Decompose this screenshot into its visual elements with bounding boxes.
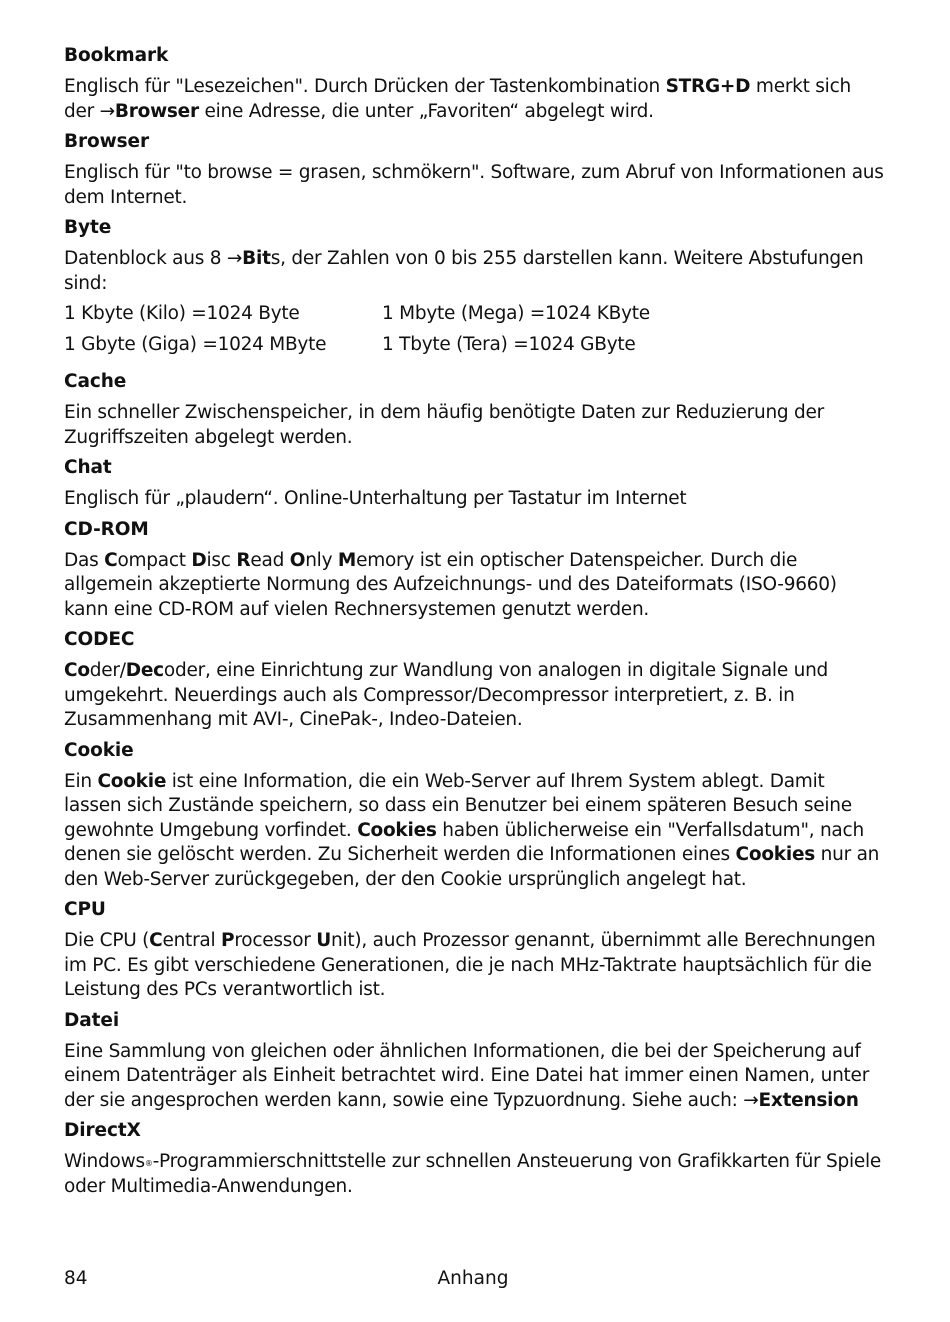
term-cookie: Cookie xyxy=(64,739,134,761)
arrow-right-icon: → xyxy=(743,1089,759,1111)
term-codec: CODEC xyxy=(64,629,135,650)
units-row xyxy=(64,302,886,333)
chapter-title: Anhang xyxy=(437,1268,509,1289)
unit-cell: 1 Kbyte (Kilo) =1024 Byte xyxy=(64,303,300,324)
glossary xyxy=(64,44,886,1205)
desc-browser: Englisch für "to browse = grasen, schmökern". Software, zum Abruf von Informationen aus dem Internet. xyxy=(64,162,884,208)
desc-byte: Datenblock aus 8 →Bits, der Zahlen von 0 bis 255 darstellen kann. Weitere Abstufungen sind: xyxy=(64,248,864,294)
term-datei: Datei xyxy=(64,1009,120,1031)
arrow-right-icon: → xyxy=(99,100,115,122)
term-byte: Byte xyxy=(64,217,112,238)
term-cpu: CPU xyxy=(64,899,106,920)
desc-cookie: Ein Cookie ist eine Information, die ein Web-Server auf Ihrem System ablegt. Damit lassen sich Zustände speichern, so dass ein Benutzer bei einem späteren Besuch seine gewohnte Umgebung vorfindet. Cookies haben üblicherweise ein "Verfallsdatum", nach denen sie gelöscht werden. Zu Sicherheit werden die Informationen eines Cookies nur an den Web-Server zurückgegeben, der den Cookie ursprünglich angelegt hat. xyxy=(64,770,880,890)
desc-bookmark: Englisch für "Lesezeichen". Durch Drücken der Tastenkombination STRG+D merkt sich der →Browser eine Adresse, die unter „Favoriten“ abgelegt wird. xyxy=(64,76,851,122)
page-number: 84 xyxy=(64,1268,88,1289)
desc-datei: Eine Sammlung von gleichen oder ähnlichen Informationen, die bei der Speicherung auf einem Datenträger als Einheit betrachtet wird. Eine Datei hat immer einen Namen, unter der sie angesprochen werden kann, sowie eine Typzuordnung. Siehe auch: →Extension xyxy=(64,1040,870,1111)
unit-cell: 1 Tbyte (Tera) =1024 GByte xyxy=(382,334,636,355)
term-cache: Cache xyxy=(64,371,127,392)
desc-chat: Englisch für „plaudern“. Online-Unterhaltung per Tastatur im Internet xyxy=(64,488,687,509)
desc-cache: Ein schneller Zwischenspeicher, in dem häufig benötigte Daten zur Reduzierung der Zugriffszeiten abgelegt werden. xyxy=(64,402,825,448)
desc-cpu: Die CPU (Central Processor Unit), auch Prozessor genannt, übernimmt alle Berechnungen im PC. Es gibt verschiedene Generationen, die je nach MHz-Taktrate hauptsächlich für die Leistung des PCs verantwortlich ist. xyxy=(64,930,876,1000)
byte-units-table xyxy=(64,302,886,364)
units-row xyxy=(64,333,886,364)
term-chat: Chat xyxy=(64,457,112,478)
desc-cdrom: Das Compact Disc Read Only Memory ist ein optischer Datenspeicher. Durch die allgemein akzeptierte Normung des Aufzeichnungs- und des Dateiformats (ISO-9660) kann eine CD-ROM auf vielen Rechnersystemen genutzt werden. xyxy=(64,549,837,620)
term-cdrom: CD-ROM xyxy=(64,518,149,540)
desc-codec: Coder/Decoder, eine Einrichtung zur Wandlung von analogen in digitale Signale und umgekehrt. Neuerdings auch als Compressor/Decompressor interpretiert, z. B. in Zusammenhang mit AVI-, CinePak-, Indeo-Dateien. xyxy=(64,660,829,730)
term-browser: Browser xyxy=(64,131,150,152)
unit-cell: 1 Gbyte (Giga) =1024 MByte xyxy=(64,334,327,355)
desc-directx: Windows®-Programmierschnittstelle zur schnellen Ansteuerung von Grafikkarten für Spiele oder Multimedia-Anwendungen. xyxy=(64,1151,882,1197)
unit-cell: 1 Mbyte (Mega) =1024 KByte xyxy=(382,303,650,324)
term-directx: DirectX xyxy=(64,1120,141,1141)
registered-mark: ® xyxy=(144,1159,153,1168)
term-bookmark: Bookmark xyxy=(64,45,169,66)
arrow-right-icon: → xyxy=(226,248,243,269)
